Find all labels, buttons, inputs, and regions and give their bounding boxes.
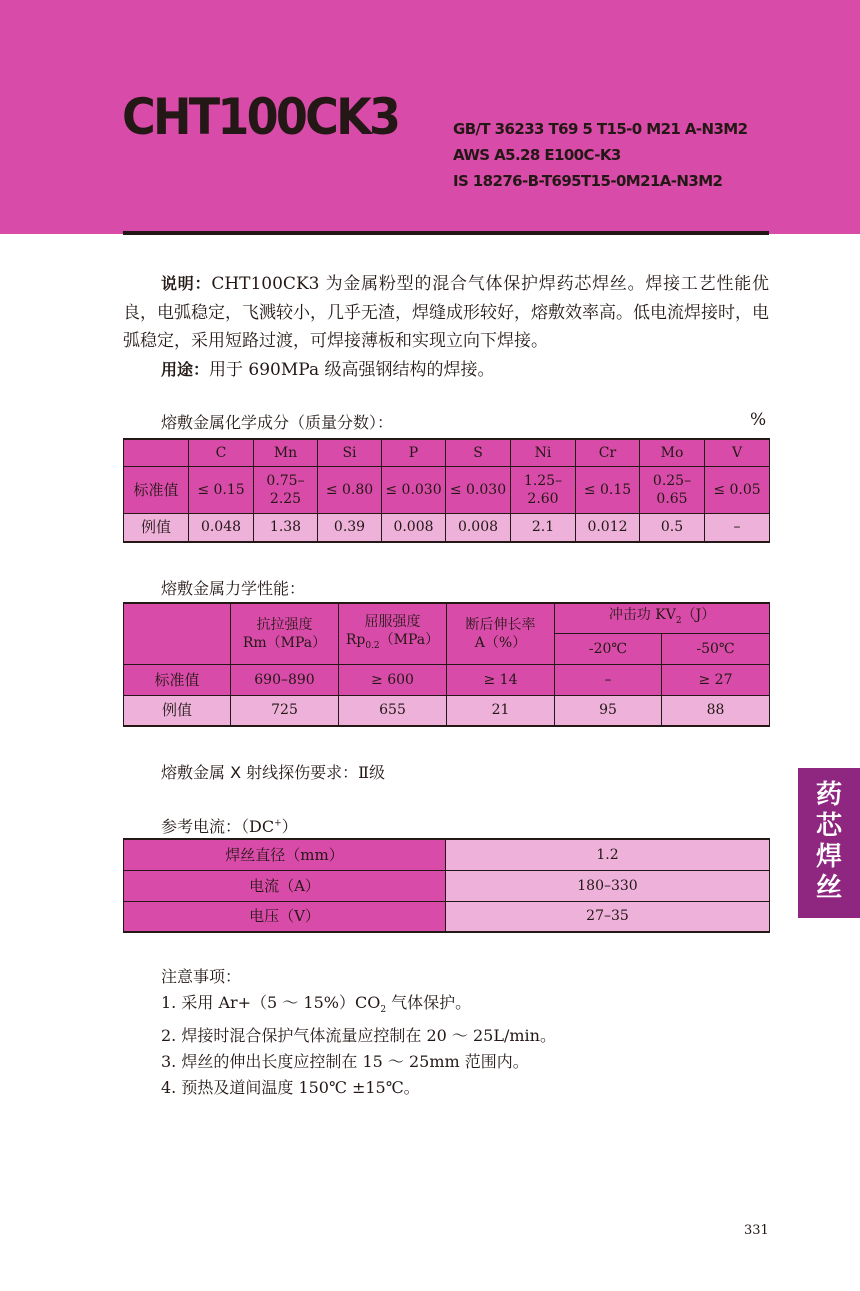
- elongation-unit: A（%）: [474, 634, 527, 651]
- table-cell: ≤ 0.05: [705, 466, 770, 513]
- current-heading: [161, 814, 298, 837]
- header-cell: Mo: [640, 439, 705, 466]
- row-label: 电压（V）: [124, 901, 446, 932]
- xray-grade: Ⅱ级: [358, 763, 386, 782]
- table-cell: 0.048: [189, 513, 254, 542]
- elongation-header: [447, 603, 555, 664]
- current-title: 参考电流：: [161, 817, 242, 836]
- note-1-sub: 2: [380, 1005, 387, 1016]
- table-cell: 0.012: [576, 513, 640, 542]
- standard-is: IS 18276-B-T695T15-0M21A-N3M2: [453, 172, 723, 190]
- standards-list: [453, 116, 747, 194]
- current-table: [123, 838, 770, 933]
- impact-unit: （J）: [681, 607, 716, 624]
- yield-header: [339, 603, 447, 664]
- table-cell: 27–35: [446, 901, 770, 932]
- header-cell: S: [446, 439, 511, 466]
- row-label: 例值: [124, 695, 231, 726]
- table-cell: ≤ 0.030: [446, 466, 511, 513]
- tensile-header: [231, 603, 339, 664]
- table-cell: 0.25–0.65: [640, 466, 705, 513]
- notes-title: 注意事项：: [161, 967, 242, 986]
- table-cell: 0.75–2.25: [254, 466, 318, 513]
- standard-gb: GB/T 36233 T69 5 T15-0 M21 A-N3M2: [453, 120, 748, 138]
- mechanical-header-row: [124, 603, 770, 633]
- notes-block: [161, 964, 556, 1101]
- page-number: 331: [744, 1223, 769, 1238]
- polarity-post: ）: [281, 817, 298, 836]
- description-label: 说明：: [161, 274, 212, 293]
- table-cell: ≥ 600: [339, 664, 447, 695]
- header-cell: V: [705, 439, 770, 466]
- side-tab-char: 药: [815, 780, 842, 810]
- header-cell: P: [382, 439, 446, 466]
- chemical-header-row: [124, 439, 770, 466]
- chemical-table: [123, 438, 770, 543]
- note-item: 3. 焊丝的伸出长度应控制在 15 ～ 25mm 范围内。: [161, 1052, 529, 1072]
- temp-header: -20℃: [555, 633, 662, 664]
- table-row: [124, 664, 770, 695]
- side-tab: [798, 768, 860, 918]
- table-cell: 690–890: [231, 664, 339, 695]
- tensile-label: 抗拉强度: [256, 616, 313, 633]
- header-cell: C: [189, 439, 254, 466]
- side-tab-char: 芯: [815, 811, 842, 841]
- table-row: [124, 695, 770, 726]
- current-polarity: [241, 817, 298, 836]
- impact-label: 冲击功 KV: [608, 607, 676, 624]
- table-cell: 0.39: [318, 513, 382, 542]
- table-row: [124, 901, 770, 932]
- note-item: [161, 990, 556, 1023]
- header-cell: Cr: [576, 439, 640, 466]
- row-label: 标准值: [124, 664, 231, 695]
- chemical-unit: %: [750, 410, 767, 430]
- table-row: [124, 466, 770, 513]
- mechanical-title: 熔敷金属力学性能：: [161, 579, 306, 598]
- yield-unit-pre: Rp: [345, 631, 366, 648]
- description-paragraph: [123, 270, 769, 356]
- header-cell: [124, 603, 231, 664]
- usage-paragraph: [123, 356, 769, 385]
- yield-unit: [339, 631, 446, 655]
- table-cell: 95: [555, 695, 662, 726]
- elongation-label: 断后伸长率: [465, 616, 536, 633]
- table-cell: 0.008: [446, 513, 511, 542]
- polarity-sup: +: [274, 818, 282, 829]
- table-cell: –: [555, 664, 662, 695]
- xray-title: 熔敷金属 X 射线探伤要求：: [161, 763, 359, 782]
- table-cell: 1.38: [254, 513, 318, 542]
- table-cell: 655: [339, 695, 447, 726]
- table-cell: 2.1: [511, 513, 576, 542]
- table-cell: 180–330: [446, 870, 770, 901]
- row-label: 标准值: [124, 466, 189, 513]
- side-tab-char: 丝: [815, 873, 842, 903]
- usage-text: 用于 690MPa 级高强钢结构的焊接。: [209, 359, 495, 380]
- table-row: [124, 513, 770, 542]
- table-cell: 88: [662, 695, 770, 726]
- tensile-unit: Rm（MPa）: [242, 634, 327, 651]
- header-cell: [124, 439, 189, 466]
- impact-sub: 2: [675, 616, 682, 627]
- table-cell: 0.008: [382, 513, 446, 542]
- table-cell: 0.5: [640, 513, 705, 542]
- table-cell: ≥ 27: [662, 664, 770, 695]
- row-label: 电流（A）: [124, 870, 446, 901]
- mechanical-table: [123, 602, 770, 727]
- header-rule: [123, 231, 769, 235]
- header-cell: Ni: [511, 439, 576, 466]
- note-item: 2. 焊接时混合保护气体流量应控制在 20 ～ 25L/min。: [161, 1026, 556, 1046]
- table-cell: ≥ 14: [447, 664, 555, 695]
- impact-header: [555, 603, 770, 633]
- yield-label: 屈服强度: [364, 613, 421, 630]
- table-cell: ≤ 0.030: [382, 466, 446, 513]
- standard-aws: AWS A5.28 E100C-K3: [453, 146, 621, 164]
- table-cell: 725: [231, 695, 339, 726]
- header-cell: Mn: [254, 439, 318, 466]
- table-cell: 21: [447, 695, 555, 726]
- chemical-title: 熔敷金属化学成分（质量分数）：: [161, 413, 394, 432]
- note-item: 4. 预热及道间温度 150℃ ±15℃。: [161, 1078, 420, 1098]
- table-row: [124, 839, 770, 870]
- description-text: CHT100CK3 为金属粉型的混合气体保护焊药芯焊丝。焊接工艺性能优良，电弧稳定，飞溅较小，几乎无渣，焊缝成形较好，熔敷效率高。低电流焊接时，电弧稳定，采用短路过渡，可焊接薄板和实现立向下焊接。: [123, 274, 769, 351]
- table-cell: –: [705, 513, 770, 542]
- table-cell: 1.2: [446, 839, 770, 870]
- description-block: [123, 270, 769, 384]
- usage-label: 用途：: [161, 359, 210, 379]
- row-label: 焊丝直径（mm）: [124, 839, 446, 870]
- row-label: 例值: [124, 513, 189, 542]
- table-row: [124, 870, 770, 901]
- header-cell: Si: [318, 439, 382, 466]
- polarity-pre: （DC: [241, 817, 275, 836]
- note-1-post: 气体保护。: [386, 993, 472, 1012]
- table-cell: ≤ 0.15: [189, 466, 254, 513]
- table-cell: 1.25–2.60: [511, 466, 576, 513]
- product-title: CHT100CK3: [122, 88, 399, 146]
- table-cell: ≤ 0.15: [576, 466, 640, 513]
- note-1-pre: 1. 采用 Ar+（5 ～ 15%）CO: [161, 993, 381, 1012]
- table-cell: ≤ 0.80: [318, 466, 382, 513]
- xray-requirement: [161, 760, 385, 783]
- yield-unit-post: （MPa）: [379, 631, 440, 648]
- yield-unit-sub: 0.2: [365, 640, 380, 651]
- temp-header: -50℃: [662, 633, 770, 664]
- side-tab-char: 焊: [815, 842, 842, 872]
